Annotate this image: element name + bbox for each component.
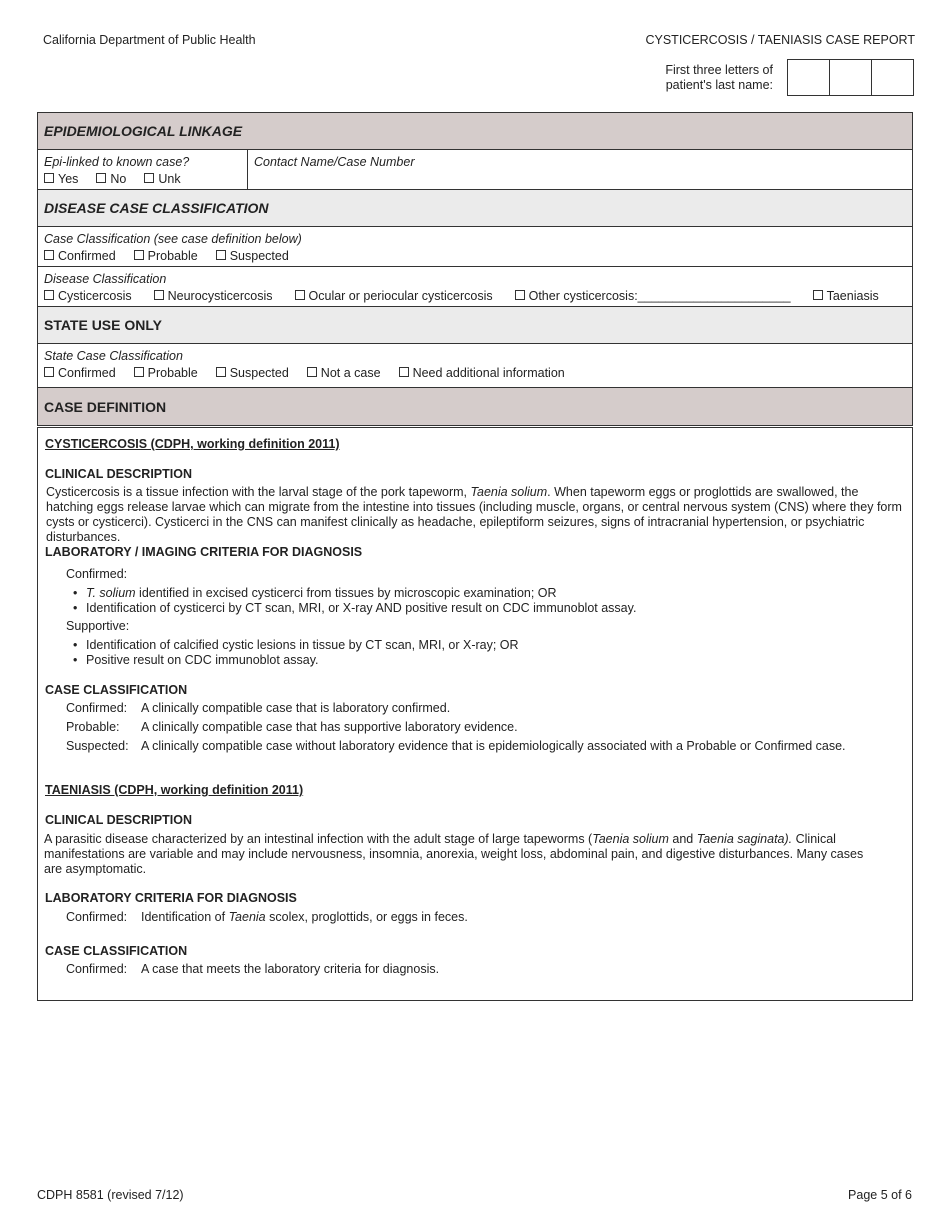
confirmed-bullet-2: • Identification of cysticerci by CT scan, MRI, or X-ray AND positive result on CDC immunoblot assay.	[86, 601, 636, 616]
disease-class-section-title: DISEASE CASE CLASSIFICATION	[38, 190, 912, 227]
supportive-label: Supportive:	[66, 619, 130, 633]
taen-case-class-heading: CASE CLASSIFICATION	[45, 944, 188, 958]
taen-lab-row: Confirmed: Identification of Taenia scolex, proglottids, or eggs in feces.	[66, 910, 468, 924]
case-probable-option[interactable]: Probable	[134, 247, 198, 265]
cc-confirmed-row: Confirmed: A clinically compatible case that is laboratory confirmed.	[66, 701, 451, 715]
epi-section-title: EPIDEMIOLOGICAL LINKAGE	[38, 113, 912, 150]
epi-unk-option[interactable]: Unk	[144, 170, 180, 188]
supportive-bullet-1: • Identification of calcified cystic lesions in tissue by CT scan, MRI, or X-ray; OR	[86, 638, 519, 653]
department-name: California Department of Public Health	[43, 33, 256, 47]
case-definition-title: CASE DEFINITION	[38, 388, 912, 426]
case-suspected-option[interactable]: Suspected	[216, 247, 289, 265]
cyst-case-class-heading: CASE CLASSIFICATION	[45, 683, 188, 697]
page-number: Page 5 of 6	[848, 1188, 912, 1202]
checkbox-icon[interactable]	[44, 250, 54, 260]
state-suspected-option[interactable]: Suspected	[216, 364, 289, 382]
checkbox-icon[interactable]	[216, 250, 226, 260]
checkbox-icon[interactable]	[295, 290, 305, 300]
case-form	[37, 112, 913, 426]
cyst-clinical-heading: CLINICAL DESCRIPTION	[45, 467, 192, 481]
checkbox-icon[interactable]	[154, 290, 164, 300]
initial-box-3[interactable]	[872, 60, 913, 95]
checkbox-icon[interactable]	[216, 367, 226, 377]
supportive-bullet-2: • Positive result on CDC immunoblot assay.	[86, 653, 319, 668]
case-definition-body	[37, 427, 913, 1001]
cc-suspected-row: Suspected: A clinically compatible case without laboratory evidence that is epidemiologically associated with a Probable or Confirmed case.	[66, 739, 846, 753]
contact-label: Contact Name/Case Number	[254, 155, 415, 169]
checkbox-icon[interactable]	[134, 250, 144, 260]
checkbox-icon[interactable]	[813, 290, 823, 300]
confirmed-label: Confirmed:	[66, 567, 128, 581]
epi-row	[38, 150, 912, 190]
checkbox-icon[interactable]	[307, 367, 317, 377]
case-classification-label: Case Classification (see case definition below)	[44, 232, 302, 246]
contact-cell[interactable]	[248, 150, 912, 189]
checkbox-icon[interactable]	[96, 173, 106, 183]
cc-probable-row: Probable: A clinically compatible case that has supportive laboratory evidence.	[66, 720, 518, 734]
case-classification-row	[38, 227, 912, 267]
disease-classification-label: Disease Classification	[44, 272, 167, 286]
epi-yes-option[interactable]: Yes	[44, 170, 78, 188]
checkbox-icon[interactable]	[44, 173, 54, 183]
epi-linked-label: Epi-linked to known case?	[44, 155, 190, 169]
other-cysticercosis-option[interactable]: Other cysticercosis:______________________	[515, 287, 791, 305]
state-use-section-title: STATE USE ONLY	[38, 307, 912, 344]
taen-clinical-text: A parasitic disease characterized by an intestinal infection with the adult stage of large tapeworms (Taenia solium and Taenia saginata). Clinical manifestations are variable and may include nervousness, insomnia, anorexia, weight loss, abdominal pain, and digestive disturbances. Many cases are asymptomatic.	[44, 832, 864, 876]
checkbox-icon[interactable]	[144, 173, 154, 183]
state-classification-row	[38, 344, 912, 388]
taen-cc-row: Confirmed: A case that meets the laboratory criteria for diagnosis.	[66, 962, 440, 976]
cyst-clinical-text: Cysticercosis is a tissue infection with the larval stage of the pork tapeworm, Taenia solium. When tapeworm eggs or proglottids are swallowed, the hatching eggs release larvae which can migrate from the intestine into tissues (including muscle, organs, or central nervous system (CNS) where they form cysts or cysticerci). Cysticerci in the CNS can manifest clinically as headache, epileptiform seizures, signs of intracranial hypertension, or psychiatric disturbances.	[46, 485, 902, 544]
ocular-option[interactable]: Ocular or periocular cysticercosis	[295, 287, 493, 305]
checkbox-icon[interactable]	[134, 367, 144, 377]
initials-boxes	[787, 59, 914, 96]
cysticercosis-heading: CYSTICERCOSIS (CDPH, working definition 2011)	[45, 437, 340, 451]
taeniasis-option[interactable]: Taeniasis	[813, 287, 879, 305]
epi-linked-options	[44, 170, 241, 188]
checkbox-icon[interactable]	[399, 367, 409, 377]
state-confirmed-option[interactable]: Confirmed	[44, 364, 116, 382]
epi-no-option[interactable]: No	[96, 170, 126, 188]
epi-linked-cell	[38, 150, 248, 189]
state-not-a-case-option[interactable]: Not a case	[307, 364, 381, 382]
state-probable-option[interactable]: Probable	[134, 364, 198, 382]
neurocysticercosis-option[interactable]: Neurocysticercosis	[154, 287, 273, 305]
initials-label: First three letters of patient's last name:	[665, 63, 773, 92]
disease-classification-row	[38, 267, 912, 307]
initial-box-2[interactable]	[830, 60, 872, 95]
form-id: CDPH 8581 (revised 7/12)	[37, 1188, 184, 1202]
state-classification-label: State Case Classification	[44, 349, 183, 363]
checkbox-icon[interactable]	[515, 290, 525, 300]
checkbox-icon[interactable]	[44, 290, 54, 300]
state-need-info-option[interactable]: Need additional information	[399, 364, 565, 382]
confirmed-bullet-1: • T. solium identified in excised cysticerci from tissues by microscopic examination; OR	[86, 586, 557, 601]
checkbox-icon[interactable]	[44, 367, 54, 377]
lab-imaging-heading: LABORATORY / IMAGING CRITERIA FOR DIAGNOSIS	[45, 545, 363, 559]
taen-clinical-heading: CLINICAL DESCRIPTION	[45, 813, 192, 827]
cysticercosis-option[interactable]: Cysticercosis	[44, 287, 132, 305]
taen-lab-heading: LABORATORY CRITERIA FOR DIAGNOSIS	[45, 891, 297, 905]
taeniasis-heading: TAENIASIS (CDPH, working definition 2011)	[45, 783, 304, 797]
case-confirmed-option[interactable]: Confirmed	[44, 247, 116, 265]
report-title: CYSTICERCOSIS / TAENIASIS CASE REPORT	[645, 33, 915, 47]
initial-box-1[interactable]	[788, 60, 830, 95]
